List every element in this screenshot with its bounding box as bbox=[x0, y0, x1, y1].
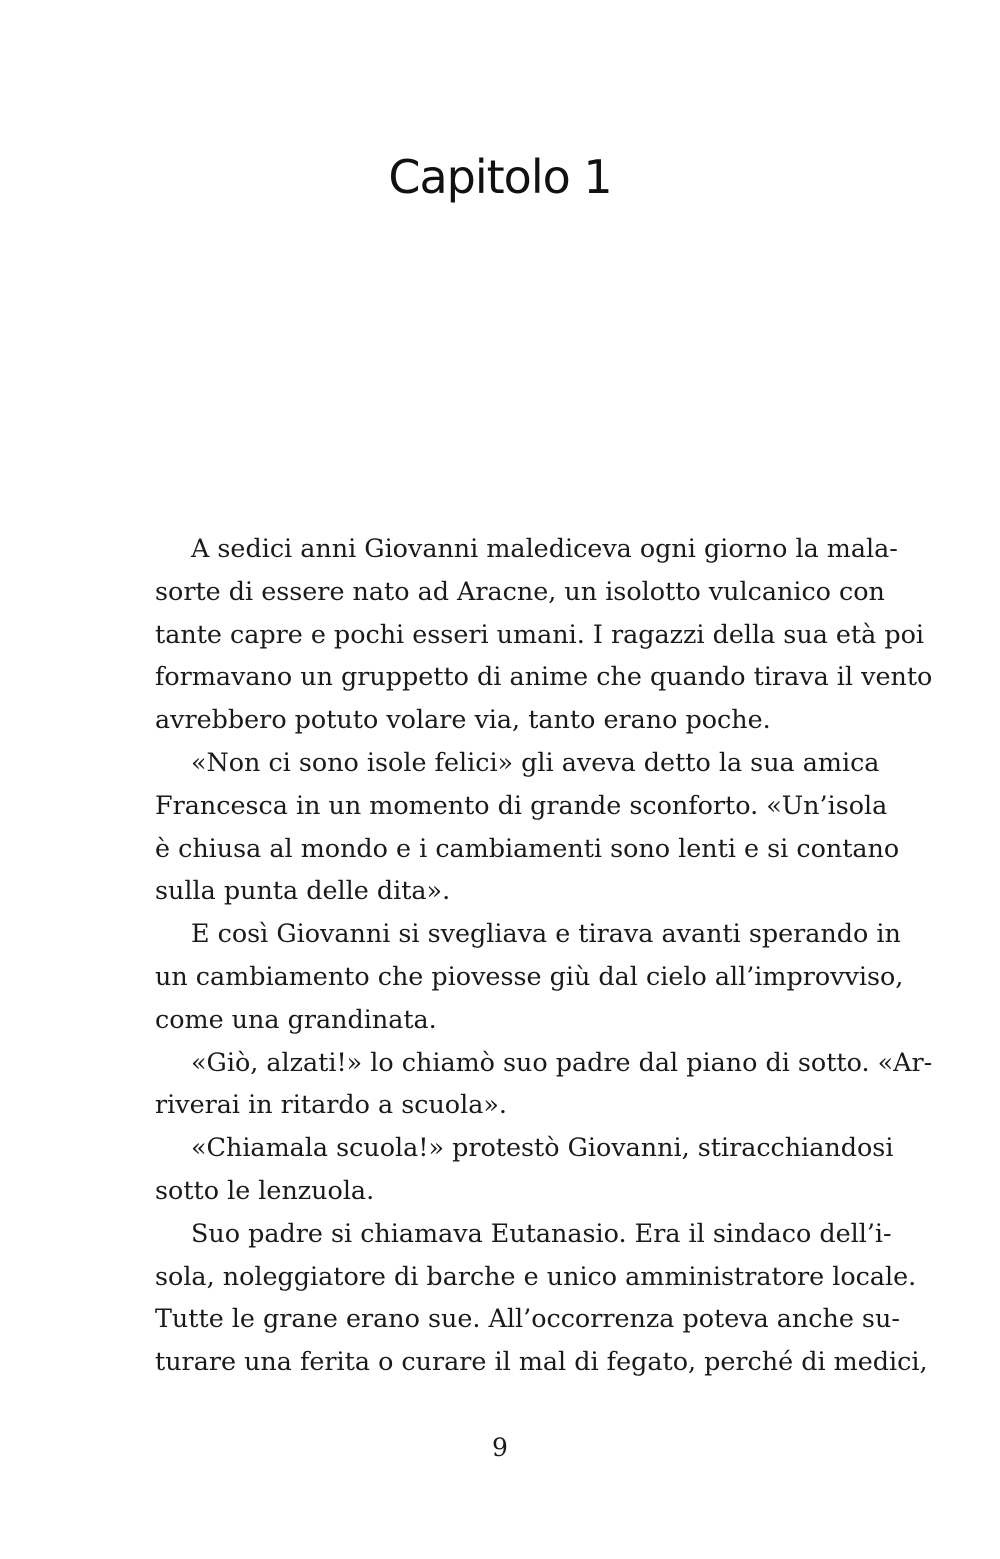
chapter-title: Capitolo 1 bbox=[388, 150, 612, 204]
text-line: riverai in ritardo a scuola». bbox=[155, 1089, 507, 1120]
text-line: sola, noleggiatore di barche e unico amministratore locale. bbox=[155, 1260, 917, 1291]
text-line: tante capre e pochi esseri umani. I ragazzi della sua età poi bbox=[155, 618, 924, 649]
text-line: è chiusa al mondo e i cambiamenti sono lenti e si contano bbox=[155, 832, 900, 863]
chapter-body bbox=[155, 527, 933, 1383]
text-line: «Chiamala scuola!» protestò Giovanni, stiracchiandosi bbox=[191, 1132, 894, 1163]
text-line: Suo padre si chiamava Eutanasio. Era il sindaco dell’i- bbox=[191, 1217, 892, 1248]
text-line: turare una ferita o curare il mal di fegato, perché di medici, bbox=[155, 1346, 928, 1377]
text-line: Tutte le grane erano sue. All’occorrenza poteva anche su- bbox=[155, 1303, 900, 1334]
text-line: sorte di essere nato ad Aracne, un isolotto vulcanico con bbox=[155, 575, 885, 606]
text-line: un cambiamento che piovesse giù dal cielo all’improvviso, bbox=[155, 960, 904, 991]
text-line: sotto le lenzuola. bbox=[155, 1174, 375, 1205]
text-line: come una grandinata. bbox=[155, 1003, 437, 1034]
text-line: A sedici anni Giovanni malediceva ogni giorno la mala- bbox=[191, 533, 898, 563]
text-line: E così Giovanni si svegliava e tirava avanti sperando in bbox=[191, 918, 901, 949]
text-line: Francesca in un momento di grande sconforto. «Un’isola bbox=[155, 789, 888, 820]
text-line: formavano un gruppetto di anime che quando tirava il vento bbox=[155, 661, 933, 692]
text-line: «Non ci sono isole felici» gli aveva detto la sua amica bbox=[191, 746, 880, 777]
text-line: sulla punta delle dita». bbox=[155, 875, 451, 906]
text-line: avrebbero potuto volare via, tanto erano poche. bbox=[155, 704, 771, 735]
page-number: 9 bbox=[492, 1433, 508, 1462]
text-line: «Giò, alzati!» lo chiamò suo padre dal piano di sotto. «Ar- bbox=[191, 1046, 933, 1077]
